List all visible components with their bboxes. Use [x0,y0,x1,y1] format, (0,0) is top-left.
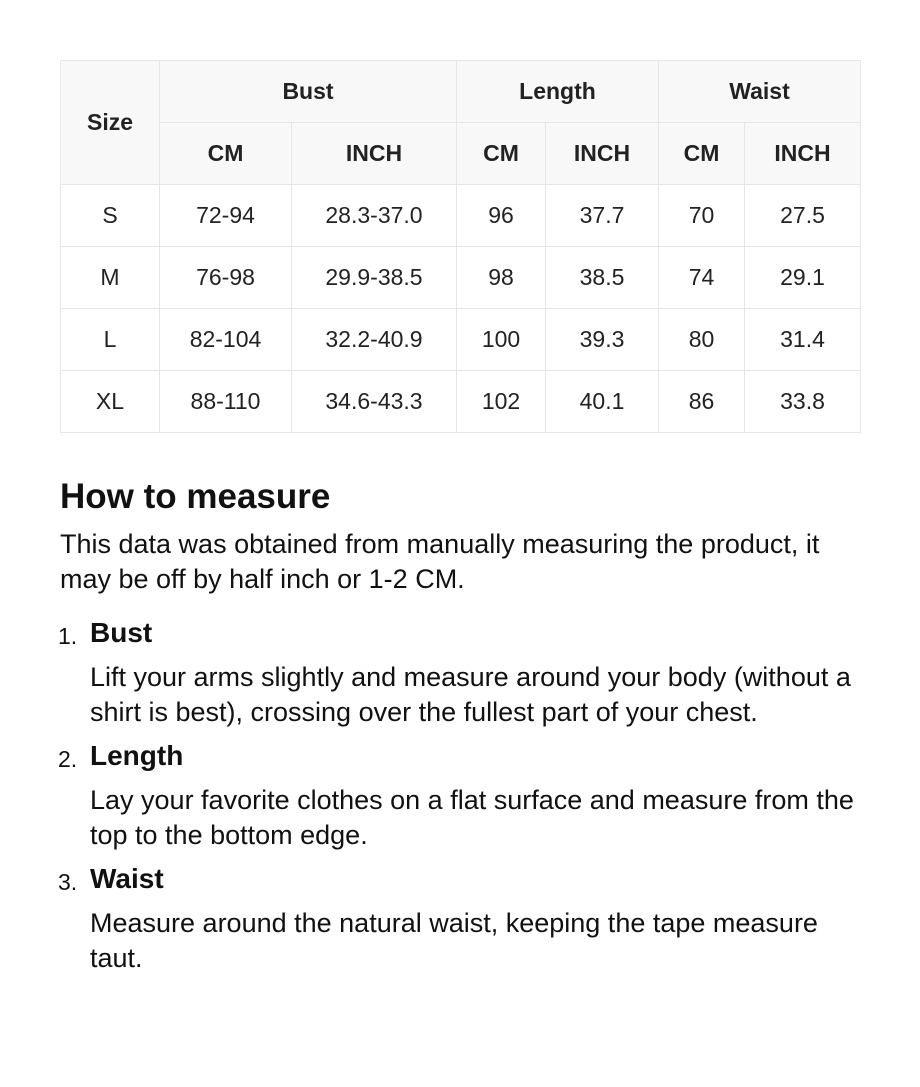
bust-group-header: Bust [160,61,457,123]
bust-cm-header: CM [160,123,292,185]
bust-cm-cell: 72-94 [160,185,292,247]
waist-cm-cell: 70 [659,185,745,247]
length-inch-cell: 38.5 [546,247,659,309]
table-header-row-units [61,123,861,185]
waist-group-header: Waist [659,61,861,123]
step-number: 2. [58,746,78,772]
waist-cm-cell: 80 [659,309,745,371]
how-to-measure-section [60,475,870,984]
bust-cm-cell: 76-98 [160,247,292,309]
length-inch-cell: 39.3 [546,309,659,371]
bust-inch-cell: 34.6-43.3 [292,371,457,433]
table-row [61,309,861,371]
list-item [60,615,870,730]
bust-inch-header: INCH [292,123,457,185]
table-header-row-groups [61,61,861,123]
bust-inch-cell: 28.3-37.0 [292,185,457,247]
length-inch-cell: 40.1 [546,371,659,433]
step-number: 1. [58,623,78,649]
bust-inch-cell: 29.9-38.5 [292,247,457,309]
length-cm-cell: 98 [457,247,546,309]
waist-cm-cell: 86 [659,371,745,433]
list-item [60,861,870,976]
waist-inch-cell: 29.1 [745,247,861,309]
length-cm-cell: 100 [457,309,546,371]
step-title: Bust [90,617,153,648]
length-cm-cell: 96 [457,185,546,247]
step-title: Waist [90,863,164,894]
size-cell: M [61,247,160,309]
length-group-header: Length [457,61,659,123]
length-inch-header: INCH [546,123,659,185]
length-cm-header: CM [457,123,546,185]
size-cell: L [61,309,160,371]
size-cell: S [61,185,160,247]
table-row [61,247,861,309]
size-cell: XL [61,371,160,433]
waist-inch-cell: 33.8 [745,371,861,433]
bust-inch-cell: 32.2-40.9 [292,309,457,371]
intro-text: This data was obtained from manually measuring the product, it may be off by half inch or 1-2 CM. [60,529,820,594]
step-number: 3. [58,869,78,895]
waist-cm-cell: 74 [659,247,745,309]
step-description: Lay your favorite clothes on a flat surface and measure from the top to the bottom edge. [90,785,854,850]
length-cm-cell: 102 [457,371,546,433]
length-inch-cell: 37.7 [546,185,659,247]
table-row [61,185,861,247]
table-row [61,371,861,433]
size-column-header: Size [61,61,160,185]
section-title: How to measure [60,477,331,516]
waist-cm-header: CM [659,123,745,185]
list-item [60,738,870,853]
measure-steps-list [60,615,870,976]
step-title: Length [90,740,184,771]
size-chart-table [60,60,861,433]
waist-inch-cell: 27.5 [745,185,861,247]
bust-cm-cell: 82-104 [160,309,292,371]
waist-inch-header: INCH [745,123,861,185]
bust-cm-cell: 88-110 [160,371,292,433]
step-description: Lift your arms slightly and measure around your body (without a shirt is best), crossing over the fullest part of your chest. [90,662,851,727]
step-description: Measure around the natural waist, keeping the tape measure taut. [90,908,818,973]
waist-inch-cell: 31.4 [745,309,861,371]
